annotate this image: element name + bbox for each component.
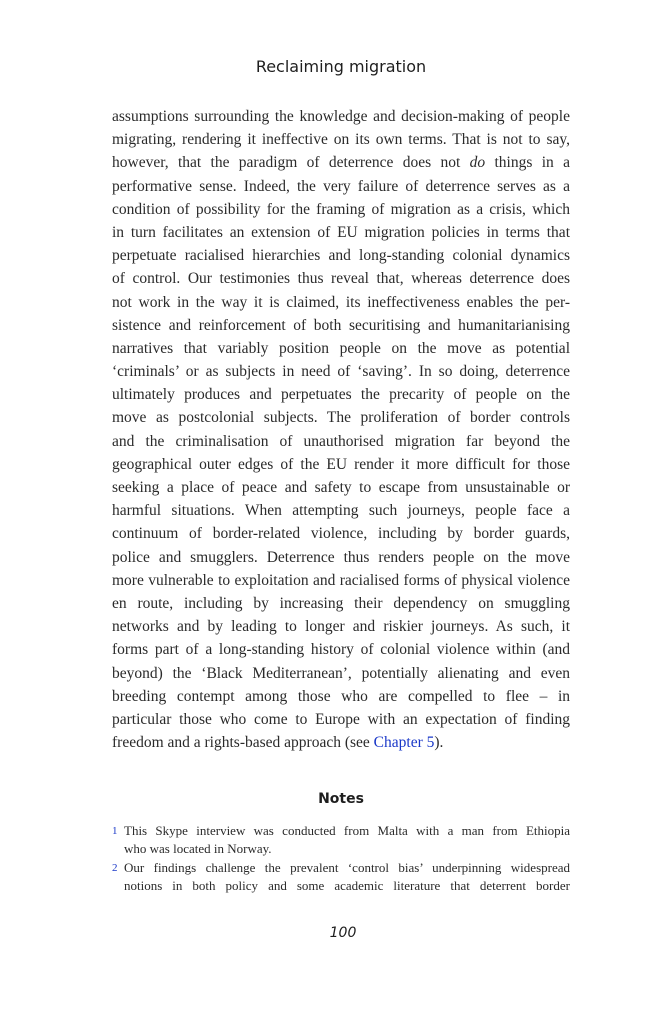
body-line-text: freedom and a rights-based approach (see xyxy=(112,734,374,752)
body-line: assumptions surrounding the knowledge and decision-making of people xyxy=(112,108,570,125)
body-line: breeding contempt among those who are compelled to flee – in xyxy=(112,687,570,705)
note-number[interactable]: 1 xyxy=(112,825,118,837)
body-line: migrating, rendering it ineffective on its own terms. That is not to say, xyxy=(112,131,570,149)
body-line: and the criminalisation of unauthorised migration far beyond the xyxy=(112,432,570,450)
body-line: in turn facilitates an extension of EU migration policies in terms that xyxy=(112,223,570,241)
notes-list xyxy=(112,822,570,895)
note-line: Our findings challenge the prevalent ‘control bias’ underpinning widespread xyxy=(124,859,570,875)
body-line-text: however, that the paradigm of deterrence does not xyxy=(112,154,470,172)
body-line: en route, including by increasing their dependency on smuggling xyxy=(112,594,570,612)
body-paragraph xyxy=(112,105,570,754)
body-line-text: things in a xyxy=(485,154,570,172)
body-line: perpetuate racialised hierarchies and long-standing colonial dynamics xyxy=(112,247,570,265)
body-line: geographical outer edges of the EU render it more difficult for those xyxy=(112,455,570,473)
body-line-text: ). xyxy=(434,734,444,752)
note-line: who was located in Norway. xyxy=(124,841,272,857)
running-head: Reclaiming migration xyxy=(255,57,427,76)
note-number[interactable]: 2 xyxy=(112,861,118,874)
body-line: harmful situations. When attempting such journeys, people face a xyxy=(112,502,570,520)
note-line: notions in both policy and some academic literature that deterrent border xyxy=(124,877,570,893)
body-line: ‘criminals’ or as subjects in need of ‘saving’. In so doing, deterrence xyxy=(112,363,570,381)
note-item xyxy=(112,822,570,859)
body-line: police and smugglers. Deterrence thus renders people on the move xyxy=(112,548,570,566)
body-line: beyond) the ‘Black Mediterranean’, potentially alienating and even xyxy=(112,664,570,682)
body-line: seeking a place of peace and safety to escape from unsustainable or xyxy=(112,479,570,496)
body-line: performative sense. Indeed, the very failure of deterrence serves as a xyxy=(112,177,570,195)
body-line: not work in the way it is claimed, its ineffectiveness enables the per- xyxy=(112,293,570,311)
body-line: condition of possibility for the framing of migration as a crisis, which xyxy=(112,200,570,218)
note-line: This Skype interview was conducted from Malta with a man from Ethiopia xyxy=(124,823,570,838)
body-line: more vulnerable to exploitation and racialised forms of physical violence xyxy=(112,571,570,589)
body-line: narratives that variably position people on the move as potential xyxy=(112,339,570,357)
page-number: 100 xyxy=(329,925,357,941)
notes-heading: Notes xyxy=(318,791,364,807)
body-line: move as postcolonial subjects. The proliferation of border controls xyxy=(112,409,570,427)
body-line: continuum of border-related violence, including by border guards, xyxy=(112,525,570,543)
body-line: sistence and reinforcement of both securitising and humanitarianising xyxy=(112,316,570,334)
emphasis-text: do xyxy=(469,154,486,172)
body-line: forms part of a long-standing history of colonial violence within (and xyxy=(112,641,570,659)
body-line: particular those who come to Europe with an expectation of finding xyxy=(112,710,570,728)
chapter-5-link[interactable]: Chapter 5 xyxy=(373,734,435,752)
body-line: ultimately produces and perpetuates the precarity of people on the xyxy=(112,386,570,404)
body-line: of control. Our testimonies thus reveal that, whereas deterrence does xyxy=(112,270,570,288)
body-line xyxy=(112,151,570,174)
note-item xyxy=(112,859,570,896)
body-line xyxy=(112,731,570,754)
body-line: networks and by leading to longer and riskier journeys. As such, it xyxy=(112,618,570,636)
